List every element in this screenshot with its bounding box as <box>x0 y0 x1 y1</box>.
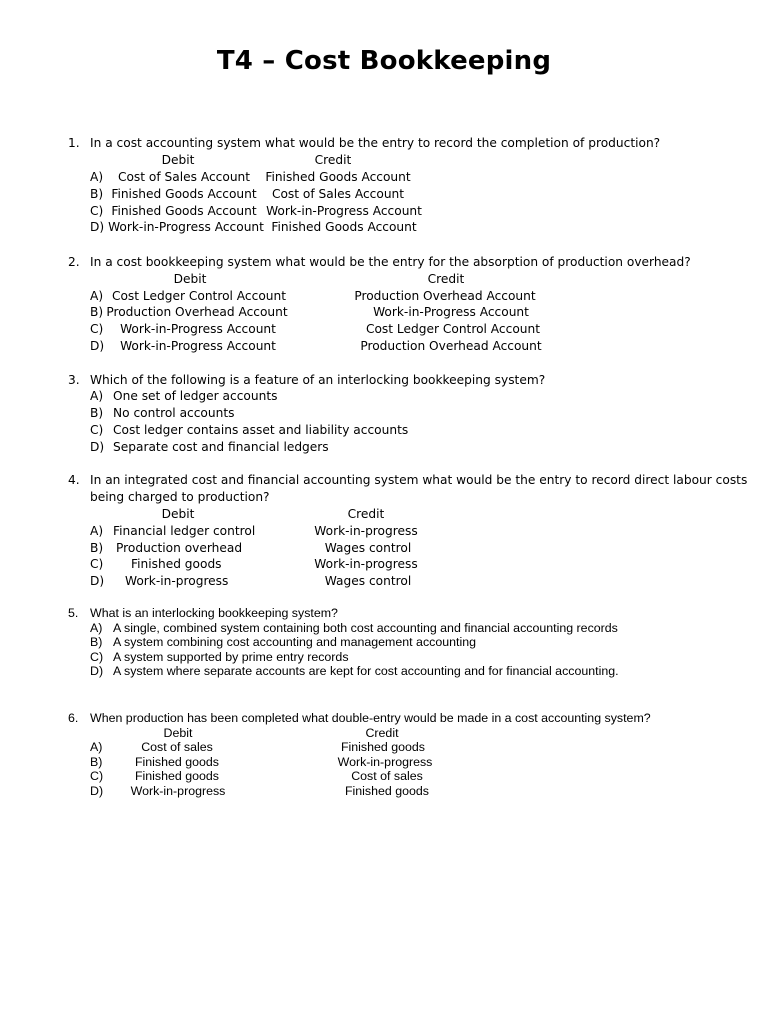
option-debit: Cost of Sales Account <box>117 170 251 184</box>
page-title: T4 – Cost Bookkeeping <box>216 46 552 76</box>
option-debit: Financial ledger control <box>113 524 256 538</box>
option-credit: Production Overhead Account <box>360 339 542 353</box>
question-text: Which of the following is a feature of an interlocking bookkeeping system? <box>90 373 546 387</box>
option-letter: D) <box>90 574 105 588</box>
question-text-line-1: In an integrated cost and financial accounting system what would be the entry to record direct labour costs <box>90 473 748 487</box>
option-text: Separate cost and financial ledgers <box>113 440 329 454</box>
option-credit: Finished goods <box>340 740 426 754</box>
option-debit: Work-in-progress <box>125 574 229 588</box>
option-letter: C) <box>90 322 104 336</box>
question-number: 3. <box>68 373 80 387</box>
question-number: 2. <box>68 255 80 269</box>
option-text: One set of ledger accounts <box>113 389 278 403</box>
option-letter: D) <box>90 339 105 353</box>
option-debit: Work-in-progress <box>130 784 226 798</box>
option-letter: B) <box>90 755 103 769</box>
question-text: What is an interlocking bookkeeping system? <box>90 606 338 620</box>
credit-header: Credit <box>365 726 399 740</box>
question-text: In a cost accounting system what would be the entry to record the completion of production? <box>90 136 661 150</box>
option-letter: D) <box>90 664 104 678</box>
option-letter: A) <box>90 524 104 538</box>
option-letter: B) <box>90 305 104 319</box>
debit-header: Debit <box>161 507 195 521</box>
question-text-line-2: being charged to production? <box>90 490 270 504</box>
option-letter: C) <box>90 769 104 783</box>
option-credit: Cost of Sales Account <box>271 187 405 201</box>
option-letter: D) <box>90 220 105 234</box>
option-debit: Work-in-Progress Account <box>120 322 276 336</box>
option-debit: Cost Ledger Control Account <box>111 289 287 303</box>
option-credit: Finished goods <box>344 784 430 798</box>
option-text: A single, combined system containing both cost accounting and financial accounting records <box>113 621 618 635</box>
option-text: Cost ledger contains asset and liability accounts <box>113 423 409 437</box>
option-debit: Production Overhead Account <box>106 305 288 319</box>
question-number: 6. <box>68 711 79 725</box>
option-credit: Wages control <box>324 574 412 588</box>
credit-header: Credit <box>347 507 385 521</box>
option-debit: Work-in-Progress Account <box>120 339 276 353</box>
option-text: A system supported by prime entry records <box>113 650 349 664</box>
question-number: 4. <box>68 473 80 487</box>
option-credit: Finished Goods Account <box>265 170 411 184</box>
credit-header: Credit <box>427 272 465 286</box>
option-debit: Cost of sales <box>141 740 213 754</box>
option-letter: B) <box>90 635 103 649</box>
option-debit: Finished goods <box>134 769 220 783</box>
option-credit: Work-in-Progress Account <box>373 305 529 319</box>
question-text: When production has been completed what double-entry would be made in a cost accounting system? <box>90 711 651 725</box>
option-text: A system where separate accounts are kept for cost accounting and for financial accounting. <box>113 664 619 678</box>
option-debit: Production overhead <box>116 541 243 555</box>
option-debit: Finished Goods Account <box>111 204 257 218</box>
option-letter: A) <box>90 621 103 635</box>
option-letter: C) <box>90 650 104 664</box>
option-credit: Cost of sales <box>351 769 423 783</box>
option-letter: B) <box>90 187 104 201</box>
question-number: 5. <box>68 606 79 620</box>
option-letter: A) <box>90 389 104 403</box>
option-letter: C) <box>90 204 104 218</box>
option-credit: Work-in-progress <box>314 557 418 571</box>
option-letter: B) <box>90 541 104 555</box>
option-text: No control accounts <box>113 406 235 420</box>
option-letter: C) <box>90 557 104 571</box>
option-credit: Work-in-progress <box>314 524 418 538</box>
question-text: In a cost bookkeeping system what would be the entry for the absorption of production overhead? <box>90 255 691 269</box>
option-letter: A) <box>90 170 104 184</box>
option-debit: Finished Goods Account <box>111 187 257 201</box>
option-credit: Wages control <box>324 541 412 555</box>
option-credit: Cost Ledger Control Account <box>365 322 541 336</box>
option-letter: B) <box>90 406 104 420</box>
option-debit: Work-in-Progress Account <box>108 220 264 234</box>
option-credit: Work-in-Progress Account <box>266 204 422 218</box>
debit-header: Debit <box>161 153 195 167</box>
option-letter: A) <box>90 289 104 303</box>
option-text: A system combining cost accounting and management accounting <box>113 635 476 649</box>
credit-header: Credit <box>314 153 352 167</box>
option-letter: D) <box>90 440 105 454</box>
debit-header: Debit <box>173 272 207 286</box>
option-letter: A) <box>90 740 103 754</box>
option-debit: Finished goods <box>134 755 220 769</box>
option-credit: Finished Goods Account <box>271 220 417 234</box>
question-number: 1. <box>68 136 80 150</box>
option-letter: C) <box>90 423 104 437</box>
option-letter: D) <box>90 784 104 798</box>
option-credit: Production Overhead Account <box>354 289 536 303</box>
option-debit: Finished goods <box>131 557 222 571</box>
debit-header: Debit <box>163 726 193 740</box>
option-credit: Work-in-progress <box>337 755 433 769</box>
